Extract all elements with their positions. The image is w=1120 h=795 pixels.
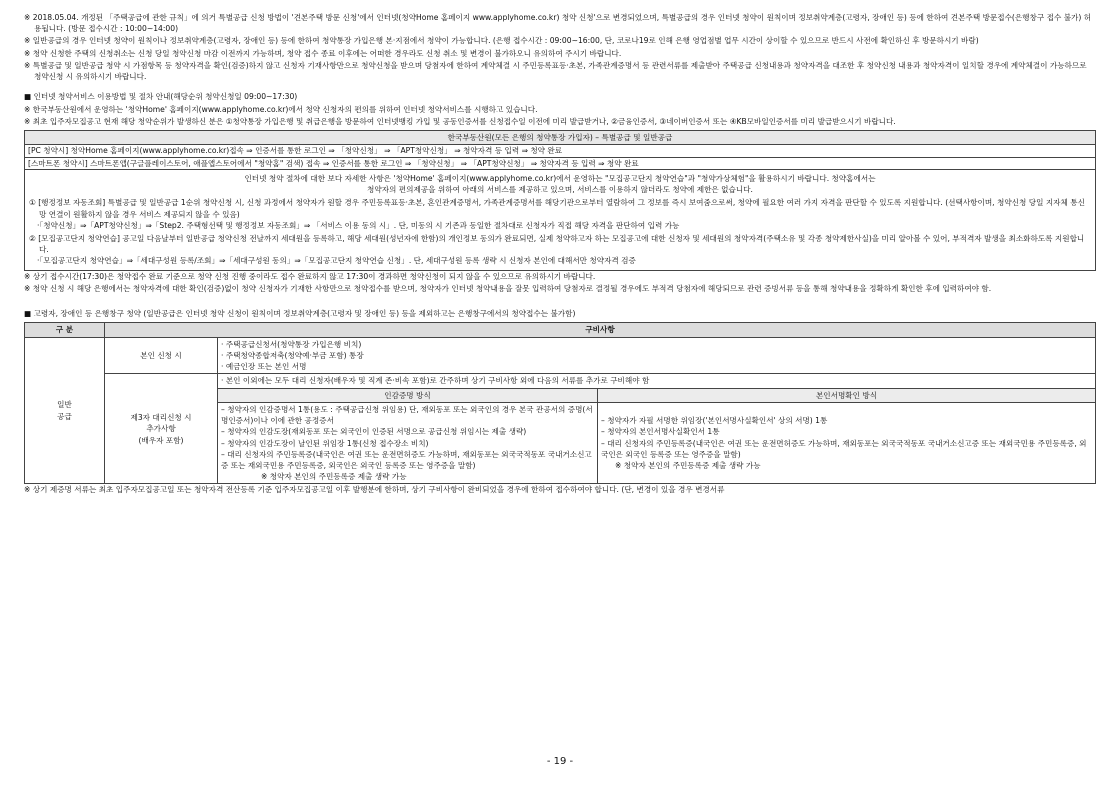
top-notes [24, 12, 1096, 82]
list-item: – 청약자가 자필 서명한 위임장('본인서명사실확인서' 상의 서명) 1통 [601, 416, 828, 426]
mobile-procedure-row: [스마트폰 청약시] 스마트폰앱(구글플레이스토어, 애플앱스토어에서 "청약홈" 검색) 접속 ⇒ 인증서를 통한 로그인 ⇒ 「청약신청」 ⇒ 「APT청약신청」 ⇒ 청약자격 등 입력 ⇒ 청약 완료 [25, 158, 1095, 170]
list-item: – 청약자의 인감도장이 날인된 위임장 1통(신청 접수장소 비치) [221, 438, 429, 448]
proxy-apply-label [105, 374, 218, 484]
guide-intro: 청약자의 편의제공을 위하여 아래의 서비스를 제공하고 있으며, 서비스를 이용하지 않더라도 청약에 제한은 없습니다. [367, 185, 753, 195]
guide-item-practice: ② [모집공고단지 청약연습] 공고일 다음날부터 일반공급 청약신청 전날까지 세대원을 등록하고, 해당 세대원(성년자에 한함)의 개인정보 동의가 완료되면, 실제 청약하고자 하는 모집공고에 대한 신청자 및 세대원의 청약자격(주택소유 및 각종 청약제한사실)을 미리 알아볼 수 있어, 부적격자 발생을 최소화하도록 지원합니다. [29, 233, 1085, 255]
section-title: ■ 인터넷 청약서비스 이용방법 및 절차 안내(해당순위 청약신청일 09:00~17:30) [24, 92, 298, 102]
list-item: · 주택청약종합저축(청약예·부금 포함) 통장 [221, 350, 364, 360]
row-group-general [25, 337, 105, 484]
seal-method-heading: 인감증명 방식 [218, 388, 598, 402]
self-apply-docs [218, 337, 1096, 374]
table-header-docs: 구비사항 [105, 323, 1096, 337]
pc-procedure-row: [PC 청약시] 청약Home 홈페이지(www.applyhome.co.kr)접속 ⇒ 인증서를 통한 로그인 ⇒ 「청약신청」 ⇒ 「APT청약신청」 ⇒ 청약자격 등 입력 ⇒ 청약 완료 [25, 145, 1095, 157]
list-item: – 청약자의 본인서명사실확인서 1통 [601, 427, 720, 437]
guide-intro: 인터넷 청약 절차에 대한 보다 자세한 사항은 '청약Home' 홈페이지(www.applyhome.co.kr)에서 운영하는 "모집공고단지 청약연습"과 "청약가상체험"을 활용하시기 바랍니다. 청약홈에서는 [244, 173, 876, 183]
table-row [25, 374, 1096, 388]
notice-note: ※ 한국부동산원에서 운영하는 '청약Home' 홈페이지(www.applyhome.co.kr)에서 청약 신청자의 편의를 위하여 인터넷 청약서비스를 시행하고 있습니다. [24, 104, 538, 114]
notice-note: ※ 일반공급의 경우 인터넷 청약이 원칙이나 정보취약계층(고령자, 장애인 등) 등에 한하여 청약통장 가입은행 본·지점에서 청약이 가능합니다. (은행 접수시간 : 09:00~16:00, 단, 코로나19로 인해 은행 영업점별 업무 시간이 상이할 수 있으므로 반드시 사전에 확인하신 후 방문하시기 바람) [24, 36, 979, 46]
list-item: – 청약자의 인감증명서 1통(용도 : 주택공급신청 위임용) 단, 재외동포 또는 외국인의 경우 본국 관공서의 증명(서명인증서)이나 이에 관한 공정증서 [221, 404, 593, 426]
table-row [25, 337, 1096, 374]
guide-item-admin-info: ① [행정정보 자동조회] 특별공급 및 일반공급 1순위 청약신청 시, 신청 과정에서 청약자가 원할 경우 주민등록표등·초본, 혼인관계증명서, 가족관계증명서를 해당기관으로부터 열람하여 그 정보를 즉시 보여줌으로써, 청약에 필요한 여러 가지 자격을 판단할 수 있도록 지원합니다. (선택사항이며, 청약신청 당일 지자체 통신망 연결이 원활하지 않을 경우 서비스 제공되지 않을 수 있음) [29, 198, 1085, 219]
signature-method-docs [598, 402, 1096, 484]
notice-note: ※ 최초 입주자모집공고 현재 해당 청약순위가 발생하신 분은 ①청약통장 가입은행 및 취급은행을 방문하여 인터넷뱅킹 가입 및 공동인증서를 신청접수일 이전에 미리 발급받거나, ②금융인증서, ③네이버인증서 또는 ④KB모바일인증서를 미리 발급받으시기 바랍니다. [24, 116, 896, 126]
proxy-intro: · 본인 이외에는 모두 대리 신청자(배우자 및 직계 존·비속 포함)로 간주하며 상기 구비사항 외에 다음의 서류를 추가로 구비해야 함 [218, 374, 1096, 388]
requirements-table [24, 322, 1096, 484]
section-title: ■ 고령자, 장애인 등 은행창구 청약 (일반공급은 인터넷 청약 신청이 원칙이며 정보취약계층(고령자 및 장애인 등) 등을 제외하고는 은행창구에서의 청약접수는 불가함) [24, 309, 576, 319]
table-header-category: 구 분 [25, 323, 105, 337]
table-header-row [25, 323, 1096, 337]
procedure-box [24, 130, 1096, 271]
signature-method-heading: 본인서명확인 방식 [598, 388, 1096, 402]
seal-note: ※ 청약자 본인의 주민등록증 제출 생략 가능 [261, 472, 407, 482]
notice-note: ※ 특별공급 및 일반공급 청약 시 가점항목 등 청약자격을 확인(검증)하지 않고 신청자 기재사항만으로 청약신청을 받으며 당첨자에 한하여 계약체결 시 주민등록표등·초본, 가족관계증명서 등 관련서류를 제출받아 주택공급 신청내용과 청약자격을 대조한 후 청약신청 내용과 청약자격이 일치할 경우에 계약체결이 가능하므로 청약신청 시 유의하시기 바랍니다. [24, 60, 1087, 82]
notice-note: ※ 상기 제증명 서류는 최초 입주자모집공고일 또는 청약자격 전산등록 기준 입주자모집공고일 이후 발행분에 한하며, 상기 구비사항이 완비되었을 경우에 한하여 접수하여야 합니다. (단, 변경이 있을 경우 변경서류 [24, 485, 725, 495]
procedure-box-heading: 한국부동산원(모든 은행의 청약통장 가입자) – 특별공급 및 일반공급 [25, 131, 1095, 145]
notice-note: ※ 청약 신청 시 해당 은행에서는 청약자격에 대한 확인(검증)없이 청약 신청자가 기재한 사항만으로 청약접수를 받으며, 청약자가 인터넷 청약내용을 잘못 입력하여 당첨자로 결정될 경우에도 부적격 당첨자에 해당되므로 관련 증빙서류 등을 통해 청약내용을 정확하게 확인한 후에 입력하여야 함. [24, 283, 992, 293]
notice-note: ※ 청약 신청한 주택의 신청취소는 신청 당일 청약신청 마감 이전까지 가능하며, 청약 접수 종료 이후에는 어떠한 경우라도 신청 취소 및 변경이 불가하오니 유의하여 주시기 바랍니다. [24, 48, 622, 58]
page-number: - 19 - [546, 756, 574, 767]
notice-note: ※ 2018.05.04. 개정된 「주택공급에 관한 규칙」에 의거 특별공급 신청 방법이 '견본주택 방문 신청'에서 인터넷(청약Home 홈페이지 www.applyhome.co.kr) 청약 신청'으로 변경되었으며, 특별공급의 경우 인터넷 청약이 원칙이며 정보취약계층(고령자, 장애인 등) 등에 한하여 견본주택 방문접수(은행창구 접수 불가) 허용됩니다. (방문 접수시간 : 10:00~14:00) [24, 13, 1092, 34]
guide-item-path: ·「청약신청」⇒「APT청약신청」⇒「Step2. 주택형선택 및 행정정보 자동조회」⇒ 「서비스 이용 동의 시」. 단, 미동의 시 기존과 동일한 절차대로 신청자가 직접 해당 자격을 판단하여 입력 가능 [37, 220, 680, 230]
row-group-label: 일반 공급 [57, 400, 72, 421]
list-item: · 예금인장 또는 본인 서명 [221, 362, 307, 372]
internet-section [24, 91, 1096, 294]
list-item: – 대리 신청자의 주민등록증(내국인은 여권 또는 운전면허증도 가능하며, 재외동포는 외국국적동포 국내거소신고증 또는 재외국민용 주민등록증, 외국인은 외국인 등록증 또는 영주증을 말함) [601, 438, 1087, 459]
bank-section [24, 308, 1096, 496]
signature-note: ※ 청약자 본인의 주민등록증 제출 생략 가능 [615, 460, 761, 470]
list-item: – 청약자의 인감도장(재외동포 또는 외국인이 인증된 서명으로 공급신청 위임시는 제출 생략) [221, 427, 527, 437]
seal-method-docs [218, 402, 598, 484]
list-item: – 대리 신청자의 주민등록증(내국인은 여권 또는 운전면허증도 가능하며, 재외동포는 외국국적동포 국내거소신고증 또는 재외국민용 주민등록증, 외국인은 외국인 등록증 또는 영주증을 말함) [221, 449, 592, 470]
proxy-label-line: (배우자 포함) [138, 435, 184, 445]
proxy-label-line: 제3자 대리신청 시 [130, 413, 192, 423]
guide-item-path: ·「모집공고단지 청약연습」⇒「세대구성원 등록/조회」⇒「세대구성원 동의」⇒「모집공고단지 청약연습 신청」. 단, 세대구성원 등록 생략 시 신청자 본인에 대해서만 청약자격 검증 [37, 256, 636, 266]
notice-note: ※ 상기 접수시간(17:30)은 청약접수 완료 기준으로 청약 신청 진행 중이라도 접수 완료하지 않고 17:30이 경과하면 청약신청이 되지 않을 수 있으므로 유의하시기 바랍니다. [24, 271, 596, 281]
self-apply-label: 본인 신청 시 [105, 337, 218, 374]
proxy-label-line: 추가사항 [146, 424, 176, 434]
list-item: · 주택공급신청서(청약통장 가입은행 비치) [221, 339, 362, 349]
guide-block [25, 170, 1095, 270]
